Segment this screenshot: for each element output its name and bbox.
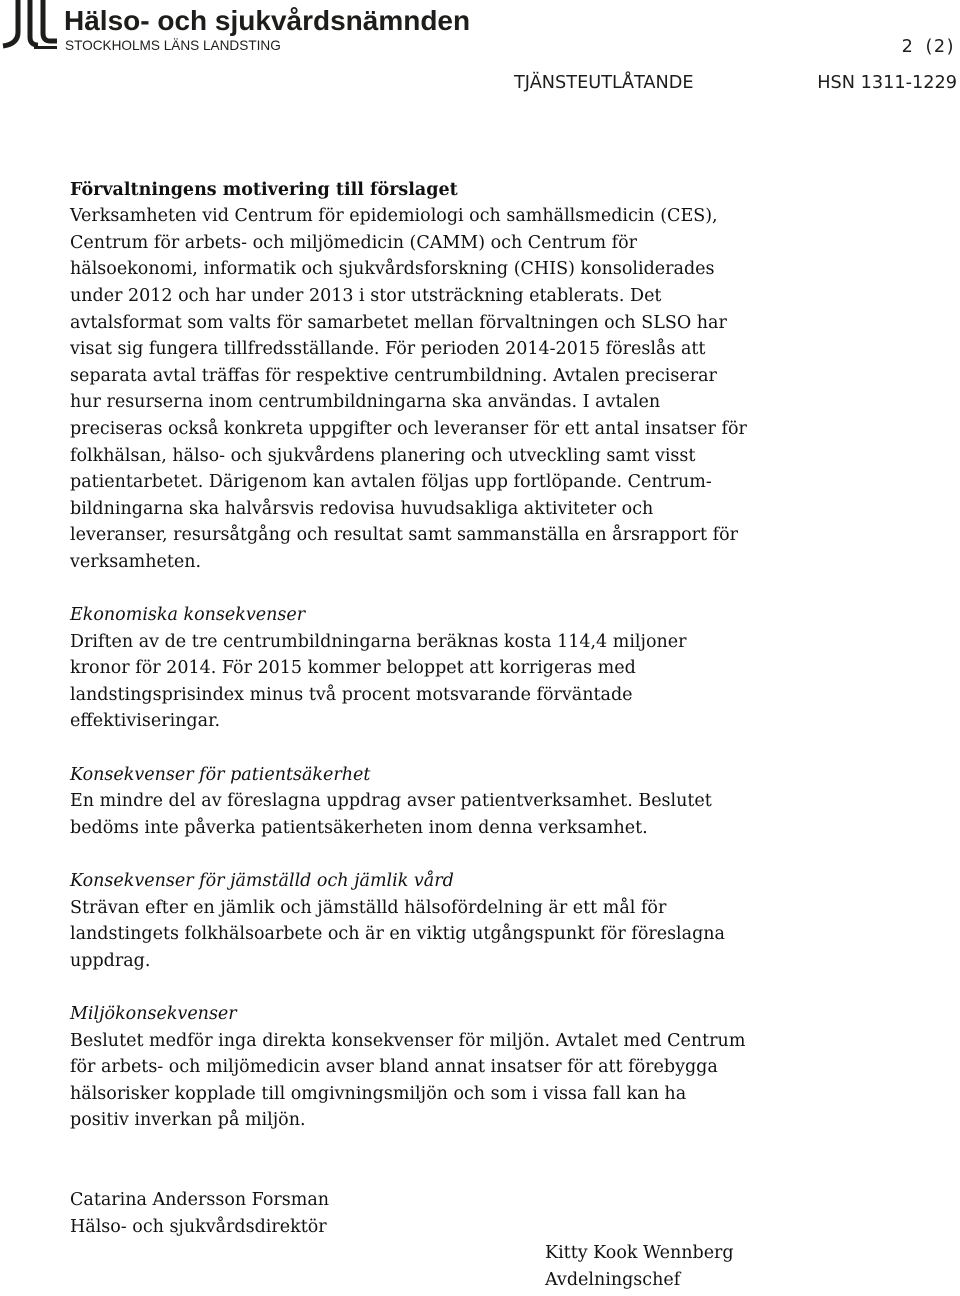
signatory-title: Hälso- och sjukvårdsdirektör [70, 1216, 327, 1237]
paragraph-line: landstingsprisindex minus två procent motsvarande förväntade [70, 684, 633, 705]
section-heading: Förvaltningens motivering till förslaget [70, 179, 458, 200]
paragraph-line: under 2012 och har under 2013 i stor utsträckning etablerats. Det [70, 285, 662, 306]
paragraph-line: hälsoekonomi, informatik och sjukvårdsforskning (CHIS) konsoliderades [70, 259, 715, 280]
section-equality [70, 868, 950, 974]
document-type: TJÄNSTEUTLÅTANDE [514, 73, 694, 93]
section-patient-safety [70, 762, 950, 842]
paragraph-line: folkhälsan, hälso- och sjukvårdens planering och utveckling samt visst [70, 445, 696, 466]
page-number: 2 (2) [901, 37, 955, 57]
signatory-title: Avdelningschef [545, 1269, 681, 1290]
paragraph-line: kronor för 2014. För 2015 kommer beloppet att korrigeras med [70, 658, 636, 679]
paragraph-line: Beslutet medför inga direkta konsekvenser för miljön. Avtalet med Centrum [70, 1030, 746, 1051]
signatory-name: Kitty Kook Wennberg [545, 1243, 734, 1264]
paragraph-line: separata avtal träffas för respektive centrumbildning. Avtalen preciserar [70, 365, 717, 386]
section-economic-consequences [70, 602, 950, 735]
paragraph-line: avtalsformat som valts för samarbetet mellan förvaltningen och SLSO har [70, 312, 727, 333]
paragraph-line: effektiviseringar. [70, 711, 221, 732]
org-name: Hälso- och sjukvårdsnämnden [64, 5, 471, 36]
paragraph-line: hur resurserna inom centrumbildningarna ska användas. I avtalen [70, 392, 661, 413]
section-heading: Konsekvenser för patientsäkerhet [70, 764, 371, 785]
paragraph-line: Centrum för arbets- och miljömedicin (CAMM) och Centrum för [70, 232, 638, 253]
paragraph-line: hälsorisker kopplade till omgivningsmiljön och som i vissa fall kan ha [70, 1083, 687, 1104]
paragraph-line: Strävan efter en jämlik och jämställd hälsofördelning är ett mål för [70, 897, 667, 918]
reference-number: HSN 1311-1229 [817, 73, 957, 93]
sll-logo-icon [0, 0, 58, 50]
org-subtitle: STOCKHOLMS LÄNS LANDSTING [65, 37, 281, 53]
paragraph-line: positiv inverkan på miljön. [70, 1110, 306, 1131]
signature-block [70, 1187, 950, 1293]
section-heading: Konsekvenser för jämställd och jämlik vård [70, 871, 454, 892]
signatory-name: Catarina Andersson Forsman [70, 1190, 330, 1211]
paragraph-line: uppdrag. [70, 950, 151, 971]
signature-director [70, 1187, 950, 1240]
paragraph-line: bedöms inte påverka patientsäkerheten inom denna verksamhet. [70, 817, 648, 838]
signature-department-head [70, 1240, 950, 1293]
paragraph-line: leveranser, resursåtgång och resultat samt sammanställa en årsrapport för [70, 525, 739, 546]
paragraph-line: för arbets- och miljömedicin avser bland annat insatser för att förebygga [70, 1057, 718, 1078]
section-heading: Ekonomiska konsekvenser [70, 605, 306, 626]
paragraph-line: preciseras också konkreta uppgifter och leveranser för ett antal insatser för [70, 418, 747, 439]
paragraph-line: landstingets folkhälsoarbete och är en viktig utgångspunkt för föreslagna [70, 924, 725, 945]
section-heading: Miljökonsekvenser [70, 1004, 237, 1024]
paragraph-line: verksamheten. [70, 551, 202, 572]
section-environment [70, 1001, 950, 1134]
paragraph-line: Driften av de tre centrumbildningarna beräknas kosta 114,4 miljoner [70, 631, 687, 652]
paragraph-line: En mindre del av föreslagna uppdrag avser patientverksamhet. Beslutet [70, 791, 712, 812]
paragraph-line: visat sig fungera tillfredsställande. För perioden 2014-2015 föreslås att [70, 339, 706, 360]
document-body [70, 177, 950, 1294]
paragraph-line: Verksamheten vid Centrum för epidemiologi och samhällsmedicin (CES), [70, 206, 718, 227]
paragraph-line: patientarbetet. Därigenom kan avtalen följas upp fortlöpande. Centrum- [70, 472, 712, 493]
paragraph-line: bildningarna ska halvårsvis redovisa huvudsakliga aktiviteter och [70, 498, 654, 519]
section-motivation [70, 177, 950, 576]
